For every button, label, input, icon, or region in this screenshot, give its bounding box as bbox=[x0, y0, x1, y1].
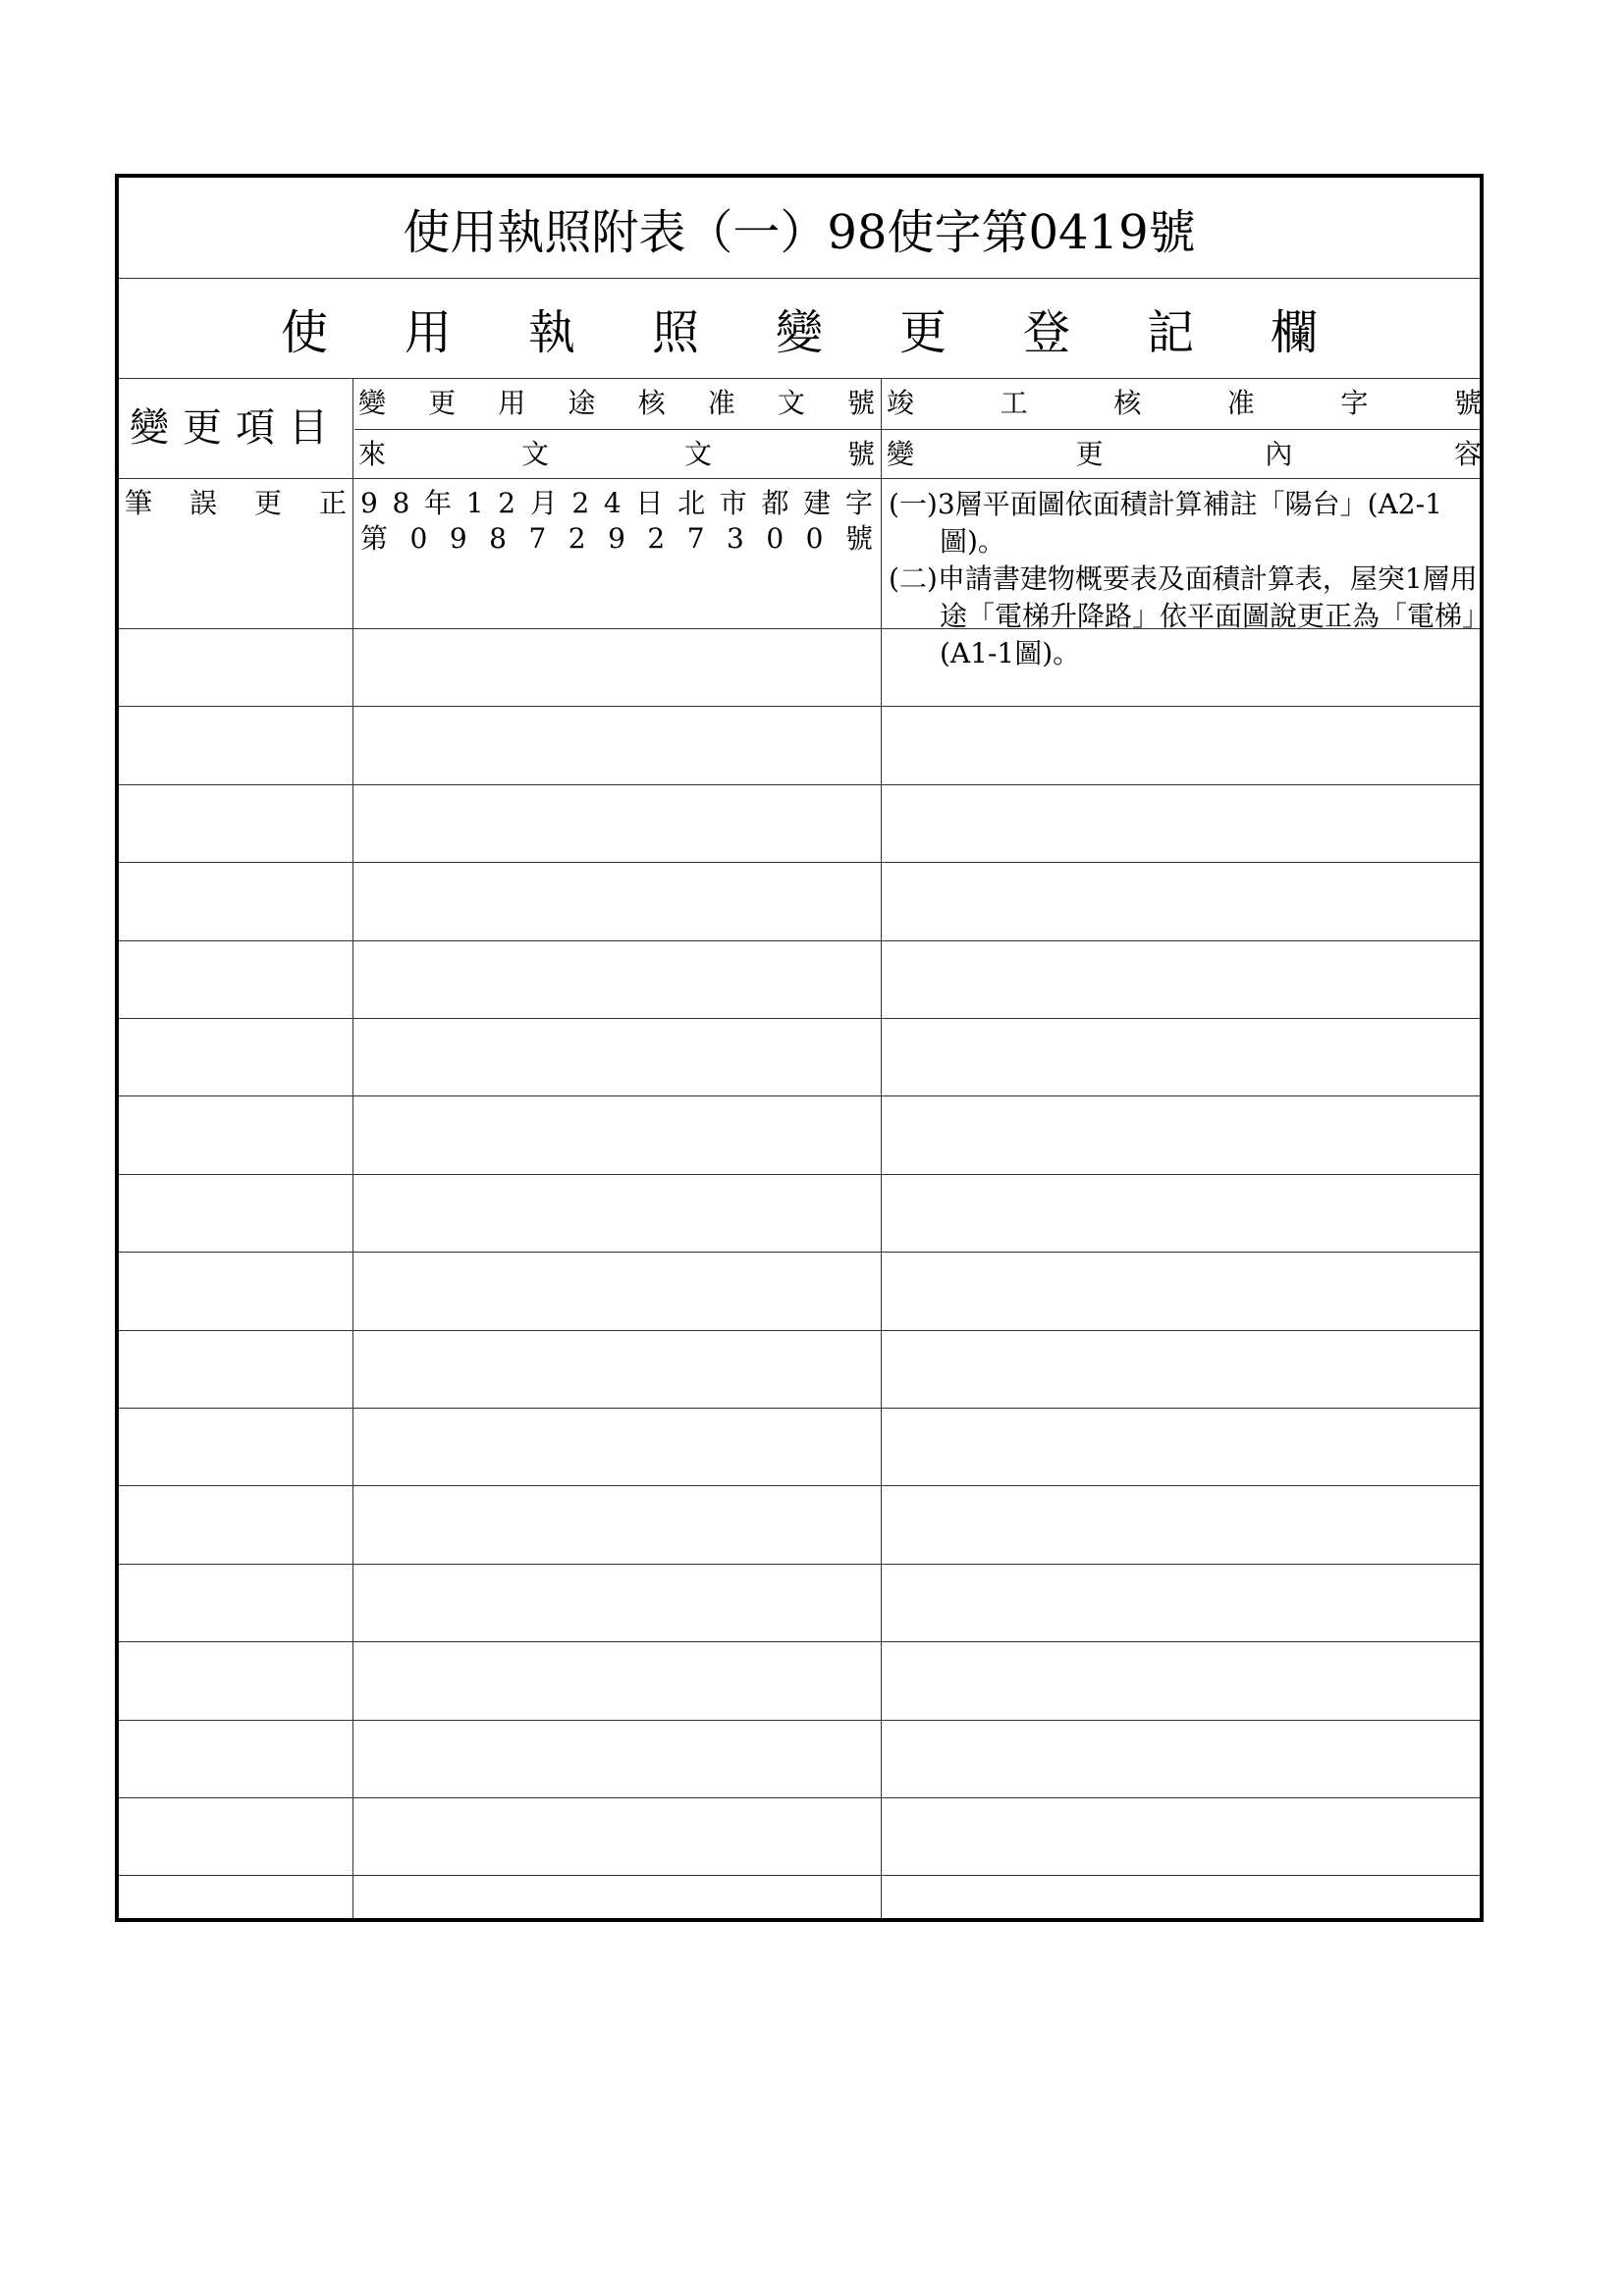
row-1-doc-line2: 第 0 9 8 7 2 9 2 7 3 0 0 號 bbox=[360, 522, 873, 555]
row-divider bbox=[119, 862, 1480, 863]
header-change-item: 變更項目 bbox=[130, 405, 342, 451]
row-divider bbox=[119, 1408, 1480, 1409]
row-divider bbox=[119, 1720, 1480, 1721]
row-divider bbox=[119, 784, 1480, 785]
row-divider bbox=[119, 940, 1480, 941]
header-incoming-doc-text: 來 文 文 號 bbox=[358, 438, 875, 470]
header-change-content bbox=[883, 431, 1486, 478]
header-change-content-text: 變 更 內 容 bbox=[887, 438, 1482, 470]
row-1-item-text: 筆 誤 更 正 bbox=[125, 487, 347, 519]
row-divider bbox=[119, 1018, 1480, 1019]
registration-form bbox=[115, 174, 1484, 1922]
row-divider bbox=[119, 706, 1480, 707]
row-divider bbox=[119, 1174, 1480, 1175]
row-divider bbox=[119, 1485, 1480, 1486]
header-use-approval-no bbox=[354, 380, 879, 427]
row-1-content-item-1: (一)3層平面圖依面積計算補註「陽台」(A2-1圖)。 bbox=[889, 488, 1442, 558]
row-1-content-item-2: (二)申請書建物概要表及面積計算表，屋突1層用途「電梯升降路」依平面圖說更正為「電梯」(A1-1圖)。 bbox=[889, 562, 1478, 669]
row-1-content bbox=[883, 482, 1486, 672]
row-1-doc-no bbox=[354, 482, 879, 557]
header-completion-approval-no bbox=[883, 380, 1486, 427]
row-divider bbox=[119, 1330, 1480, 1331]
header-incoming-doc-no bbox=[354, 431, 879, 478]
row-divider bbox=[119, 1095, 1480, 1096]
page-title: 使用執照附表（一）98使字第0419號 bbox=[403, 204, 1196, 260]
row-divider bbox=[119, 628, 1480, 629]
section-title: 使用執照變更登記欄 bbox=[280, 304, 1394, 360]
header-completion-text: 竣 工 核 准 字 號 bbox=[887, 387, 1482, 419]
row-divider bbox=[119, 1564, 1480, 1565]
row-1-item bbox=[119, 482, 352, 521]
row-divider bbox=[119, 1252, 1480, 1253]
header-use-approval-text: 變 更 用 途 核 准 文 號 bbox=[358, 387, 875, 419]
row-divider bbox=[119, 1797, 1480, 1798]
row-divider bbox=[119, 1641, 1480, 1642]
row-1-doc-line1: 9 8 年 1 2 月 2 4 日 北 市 都 建 字 bbox=[360, 487, 873, 519]
row-divider bbox=[119, 1875, 1480, 1876]
